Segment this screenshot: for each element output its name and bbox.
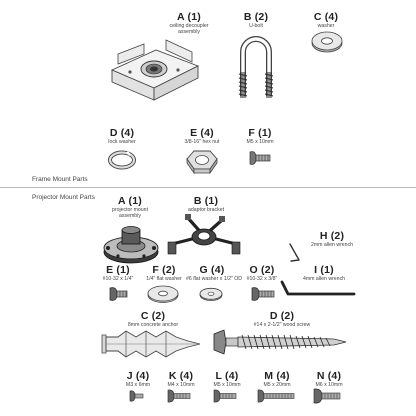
part-desc: assembly [119,213,141,219]
screw-icon [312,388,344,404]
part-code: O (2) [249,264,275,276]
part-j-screw [118,370,158,388]
part-code: J (4) [126,370,150,382]
part-code: L (4) [215,370,239,382]
screw-icon [166,389,194,403]
part-desc: 3/8-16" hex nut [184,139,220,145]
part-desc: 1/4" flat washer [146,276,182,282]
section-label-frame-mount: Frame Mount Parts [32,176,88,183]
part-code: F (1) [248,127,272,139]
part-code: C (4) [313,11,339,23]
part-code: N (4) [316,370,342,382]
part-b-adaptor-bracket [176,195,236,213]
part-b-u-bolt [228,11,284,29]
part-code: I (1) [314,264,334,276]
lock-washer-icon [107,147,137,171]
part-n-screw [304,370,354,388]
part-desc: 4mm allen wrench [302,276,346,282]
flat-washer-icon [146,284,180,304]
part-a-projector-mount [98,195,162,219]
part-m-screw [252,370,302,388]
part-desc: projector mount [111,207,149,213]
part-desc: ceiling decoupler [169,23,209,29]
part-desc: washer [317,23,335,29]
part-desc: M5 x 10mm [246,139,274,145]
allen-wrench-large-icon [276,278,358,298]
part-desc: #6 flat washer x 1/2" OD [186,276,243,282]
part-h-allen-wrench [304,230,360,248]
part-d-wood-screw [244,310,320,328]
flat-washer-small-icon [198,286,224,302]
part-desc: lock washer [108,139,136,145]
part-desc: M4 x 10mm [167,382,195,388]
u-bolt-icon [234,34,278,100]
part-desc: U-bolt [249,23,263,29]
part-code: D (4) [109,127,135,139]
part-desc: #10-32 x 1/4" [102,276,134,282]
part-code: B (1) [193,195,219,207]
projector-mount-icon [100,222,162,268]
screw-icon [256,389,298,403]
ceiling-decoupler-icon [104,36,204,106]
part-code: M (4) [264,370,290,382]
screw-icon [108,286,130,302]
part-code: A (1) [118,195,142,207]
part-k-screw [158,370,204,388]
part-f-flat-washer [142,264,186,282]
part-desc: M5 x 20mm [263,382,291,388]
part-c-concrete-anchor [118,310,188,328]
part-desc: M3 x 6mm [125,382,151,388]
allen-wrench-small-icon [287,240,303,262]
part-desc: assembly [178,29,200,35]
screw-icon [248,150,272,166]
part-g-flat-washer [186,264,243,282]
adaptor-bracket-icon [166,214,242,260]
screw-icon [250,286,276,302]
part-desc: #10-32 x 3/8" [246,276,278,282]
part-code: H (2) [319,230,345,242]
part-a-ceiling-decoupler [150,11,228,35]
hex-nut-icon [185,145,219,175]
wood-screw-icon [212,328,348,356]
part-desc: M6 x 10mm [315,382,343,388]
part-desc: M5 x 10mm [213,382,241,388]
part-desc: 2mm allen wrench [310,242,354,248]
part-l-screw [204,370,250,388]
part-code: K (4) [168,370,194,382]
part-code: D (2) [269,310,295,322]
part-code: G (4) [199,264,225,276]
part-f-screw [238,127,282,145]
part-code: F (2) [152,264,176,276]
part-desc: adaptor bracket [187,207,225,213]
part-e-hex-nut [172,127,232,145]
part-code: E (1) [106,264,130,276]
screw-icon [212,389,240,403]
part-d-lock-washer [98,127,146,145]
part-desc: 8mm concrete anchor [127,322,179,328]
part-code: A (1) [177,11,201,23]
part-desc: #14 x 2-1/2" wood screw [253,322,311,328]
washer-icon [310,30,344,54]
part-c-washer [300,11,352,29]
part-code: B (2) [243,11,269,23]
part-e-screw [96,264,140,282]
part-code: C (2) [140,310,166,322]
section-divider [0,187,416,188]
section-label-projector-mount: Projector Mount Parts [32,194,95,201]
concrete-anchor-icon [96,327,206,361]
part-code: E (4) [190,127,214,139]
screw-icon [128,390,146,402]
